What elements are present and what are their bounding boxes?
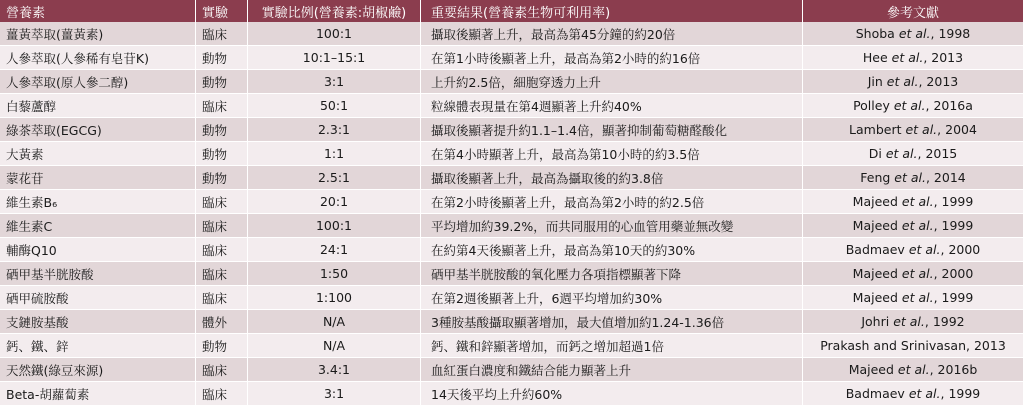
reference-year: , 2016a	[925, 98, 973, 113]
cell-reference	[803, 382, 1024, 406]
reference-year: , 2014	[925, 170, 966, 185]
cell-ratio: N/A	[248, 310, 421, 334]
table-row	[0, 142, 1024, 166]
cell-experiment: 動物	[196, 118, 248, 142]
cell-reference	[803, 94, 1024, 118]
reference-year: , 2016b	[929, 362, 978, 377]
reference-etal: et al.	[889, 314, 925, 329]
header-experiment: 實驗	[196, 0, 248, 22]
cell-nutrient: 硒甲基半胱胺酸	[0, 262, 196, 286]
cell-reference	[803, 142, 1024, 166]
reference-etal: et al.	[890, 170, 926, 185]
table-row	[0, 70, 1024, 94]
cell-nutrient: Beta-胡蘿蔔素	[0, 382, 196, 406]
reference-year: , 2000	[933, 266, 974, 281]
cell-result: 在第4小時顯著上升，最高為第10小時的約3.5倍	[421, 142, 803, 166]
cell-nutrient: 人參萃取(原人參二醇)	[0, 70, 196, 94]
reference-author: Hee	[862, 50, 888, 65]
cell-result: 在約第4天後顯著上升，最高為第10天的約30%	[421, 238, 803, 262]
cell-result: 粒線體表現量在第4週顯著上升約40%	[421, 94, 803, 118]
cell-reference	[803, 310, 1024, 334]
reference-year: , 2004	[937, 122, 977, 137]
cell-reference	[803, 46, 1024, 70]
cell-ratio: N/A	[248, 334, 421, 358]
cell-result: 硒甲基半胱胺酸的氧化壓力各項指標顯著下降	[421, 262, 803, 286]
reference-year: , 2013	[918, 74, 959, 89]
table-header-row	[0, 0, 1024, 22]
cell-nutrient: 大黃素	[0, 142, 196, 166]
cell-nutrient: 蒙花苷	[0, 166, 196, 190]
cell-ratio: 3.4:1	[248, 358, 421, 382]
reference-author: Di	[868, 146, 882, 161]
cell-reference	[803, 118, 1024, 142]
cell-experiment: 動物	[196, 70, 248, 94]
cell-ratio: 20:1	[248, 190, 421, 214]
cell-result: 3種胺基酸攝取顯著增加，最大值增加約1.24-1.36倍	[421, 310, 803, 334]
cell-nutrient: 輔酶Q10	[0, 238, 196, 262]
reference-etal: et al.	[897, 218, 934, 233]
cell-experiment: 臨床	[196, 382, 248, 406]
cell-ratio: 3:1	[248, 382, 421, 406]
cell-nutrient: 天然鐵(綠豆來源)	[0, 358, 196, 382]
cell-reference	[803, 238, 1024, 262]
reference-author: Polley	[853, 98, 890, 113]
reference-author: Majeed	[852, 218, 898, 233]
reference-author: Badmaev	[845, 386, 905, 401]
reference-year: , 1999	[933, 290, 974, 305]
cell-result: 攝取後顯著上升，最高為攝取後的約3.8倍	[421, 166, 803, 190]
reference-author: Majeed	[852, 290, 898, 305]
cell-experiment: 臨床	[196, 262, 248, 286]
cell-result: 上升約2.5倍，細胞穿透力上升	[421, 70, 803, 94]
reference-year: , 1998	[930, 26, 971, 41]
cell-experiment: 臨床	[196, 190, 248, 214]
cell-reference	[803, 70, 1024, 94]
reference-etal: et al.	[893, 362, 930, 377]
cell-ratio: 3:1	[248, 70, 421, 94]
cell-result: 平均增加約39.2%，而共同服用的心血管用藥並無改變	[421, 214, 803, 238]
cell-ratio: 2.3:1	[248, 118, 421, 142]
reference-author: Majeed	[852, 194, 898, 209]
reference-author: Prakash and Srinivasan, 2013	[820, 338, 1006, 353]
table-row	[0, 94, 1024, 118]
cell-reference	[803, 214, 1024, 238]
cell-ratio: 24:1	[248, 238, 421, 262]
header-ratio: 實驗比例(營養素:胡椒鹼)	[248, 0, 421, 22]
table-body	[0, 22, 1024, 406]
cell-experiment: 臨床	[196, 286, 248, 310]
reference-etal: et al.	[894, 26, 931, 41]
cell-reference	[803, 166, 1024, 190]
cell-reference	[803, 358, 1024, 382]
reference-etal: et al.	[897, 266, 934, 281]
reference-etal: et al.	[881, 146, 918, 161]
cell-reference	[803, 22, 1024, 46]
table-row	[0, 382, 1024, 406]
cell-nutrient: 白藜蘆醇	[0, 94, 196, 118]
table-row	[0, 166, 1024, 190]
cell-reference	[803, 190, 1024, 214]
cell-result: 在第1小時後顯著上升，最高為第2小時的約16倍	[421, 46, 803, 70]
cell-ratio: 2.5:1	[248, 166, 421, 190]
table-row	[0, 262, 1024, 286]
cell-ratio: 1:1	[248, 142, 421, 166]
cell-result: 14天後平均上升約60%	[421, 382, 803, 406]
cell-experiment: 動物	[196, 334, 248, 358]
cell-ratio: 1:100	[248, 286, 421, 310]
cell-experiment: 臨床	[196, 238, 248, 262]
cell-result: 血紅蛋白濃度和鐵結合能力顯著上升	[421, 358, 803, 382]
reference-etal: et al.	[904, 386, 941, 401]
cell-result: 攝取後顯著上升，最高為第45分鐘的約20倍	[421, 22, 803, 46]
table-row	[0, 358, 1024, 382]
reference-year: , 1999	[933, 218, 974, 233]
reference-year: , 2015	[917, 146, 958, 161]
header-result: 重要結果(營養素生物可利用率)	[421, 0, 803, 22]
reference-etal: et al.	[887, 50, 924, 65]
reference-year: , 2013	[923, 50, 964, 65]
reference-etal: et al.	[901, 122, 938, 137]
cell-ratio: 100:1	[248, 22, 421, 46]
cell-nutrient: 支鏈胺基酸	[0, 310, 196, 334]
cell-ratio: 1:50	[248, 262, 421, 286]
cell-result: 在第2小時後顯著上升，最高為第2小時的約2.5倍	[421, 190, 803, 214]
table-row	[0, 286, 1024, 310]
cell-reference	[803, 286, 1024, 310]
reference-etal: et al.	[882, 74, 919, 89]
cell-nutrient: 人參萃取(人參稀有皂苷K)	[0, 46, 196, 70]
table-row	[0, 46, 1024, 70]
cell-experiment: 體外	[196, 310, 248, 334]
cell-reference	[803, 334, 1024, 358]
reference-author: Lambert	[849, 122, 902, 137]
reference-author: Majeed	[852, 266, 898, 281]
reference-etal: et al.	[904, 242, 941, 257]
table-row	[0, 214, 1024, 238]
reference-etal: et al.	[889, 98, 926, 113]
header-reference: 參考文獻	[803, 0, 1024, 22]
reference-author: Shoba	[855, 26, 895, 41]
cell-nutrient: 鈣、鐵、鋅	[0, 334, 196, 358]
cell-experiment: 臨床	[196, 214, 248, 238]
reference-author: Majeed	[848, 362, 894, 377]
cell-result: 攝取後顯著提升約1.1–1.4倍，顯著抑制葡萄糖醛酸化	[421, 118, 803, 142]
reference-etal: et al.	[897, 290, 934, 305]
cell-reference	[803, 262, 1024, 286]
reference-year: , 1992	[924, 314, 965, 329]
cell-ratio: 100:1	[248, 214, 421, 238]
table-row	[0, 118, 1024, 142]
reference-author: Jin	[867, 74, 883, 89]
cell-experiment: 臨床	[196, 22, 248, 46]
cell-nutrient: 維生素B₆	[0, 190, 196, 214]
reference-author: Johri	[861, 314, 890, 329]
cell-result: 在第2週後顯著上升，6週平均增加約30%	[421, 286, 803, 310]
cell-experiment: 臨床	[196, 94, 248, 118]
reference-year: , 1999	[940, 386, 981, 401]
cell-ratio: 10:1–15:1	[248, 46, 421, 70]
table-row	[0, 190, 1024, 214]
cell-nutrient: 薑黃萃取(薑黃素)	[0, 22, 196, 46]
cell-experiment: 動物	[196, 142, 248, 166]
reference-year: , 2000	[940, 242, 981, 257]
cell-nutrient: 綠茶萃取(EGCG)	[0, 118, 196, 142]
cell-result: 鈣、鐵和鋅顯著增加，而鈣之增加超過1倍	[421, 334, 803, 358]
table-row	[0, 22, 1024, 46]
table-row	[0, 334, 1024, 358]
cell-nutrient: 維生素C	[0, 214, 196, 238]
reference-author: Badmaev	[845, 242, 905, 257]
reference-year: , 1999	[933, 194, 974, 209]
header-nutrient: 營養素	[0, 0, 196, 22]
reference-etal: et al.	[897, 194, 934, 209]
cell-nutrient: 硒甲硫胺酸	[0, 286, 196, 310]
cell-ratio: 50:1	[248, 94, 421, 118]
cell-experiment: 動物	[196, 166, 248, 190]
cell-experiment: 動物	[196, 46, 248, 70]
table-row	[0, 238, 1024, 262]
cell-experiment: 臨床	[196, 358, 248, 382]
reference-author: Feng	[860, 170, 891, 185]
table-row	[0, 310, 1024, 334]
